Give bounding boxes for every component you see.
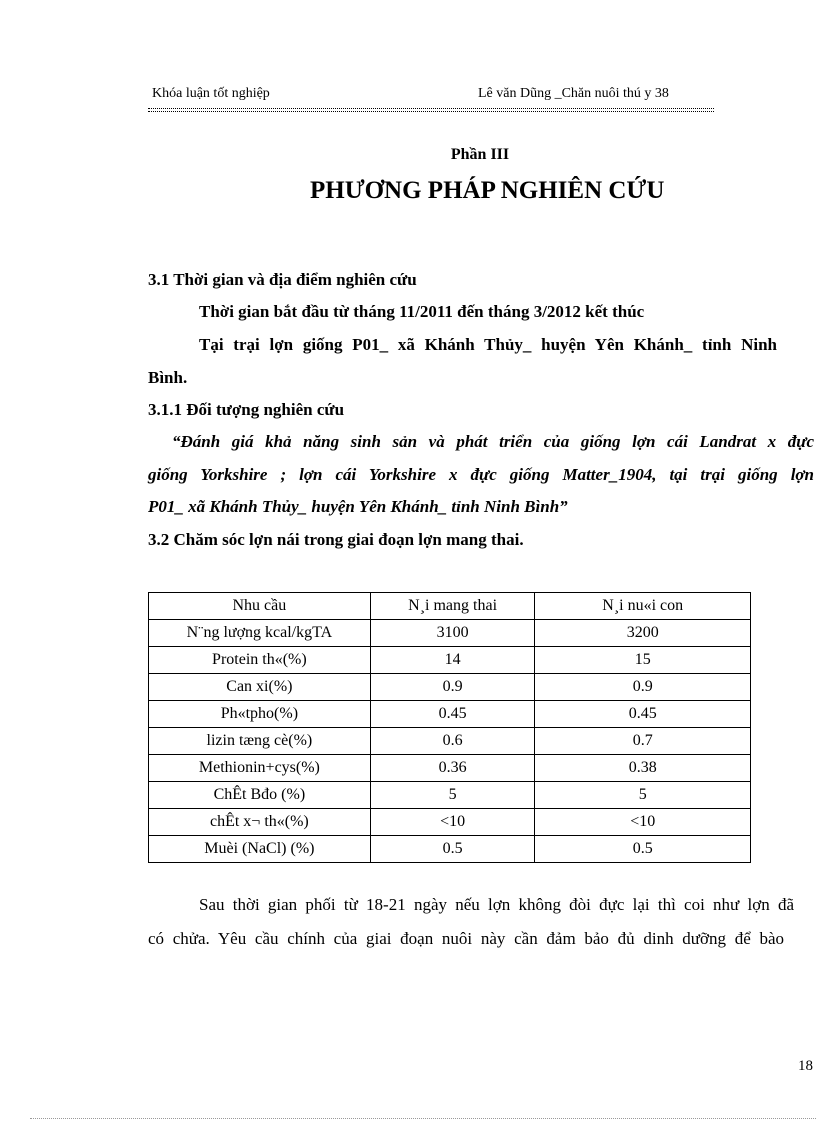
table-cell: Methionin+cys(%) <box>149 755 371 782</box>
part-title: PHƯƠNG PHÁP NGHIÊN CỨU <box>310 177 665 204</box>
table-row <box>149 701 751 728</box>
table-cell: Muèi (NaCl) (%) <box>149 836 371 863</box>
table-cell: 0.9 <box>535 674 751 701</box>
table-cell: 0.6 <box>370 728 535 755</box>
table-cell: <10 <box>370 809 535 836</box>
table-cell: 15 <box>535 647 751 674</box>
footer-divider <box>30 1118 816 1119</box>
part-label: Phần III <box>450 146 510 163</box>
table-cell: 0.45 <box>370 701 535 728</box>
header-divider <box>148 108 714 109</box>
table-cell: <10 <box>535 809 751 836</box>
header-left-text: Khóa luận tốt nghiệp <box>152 86 270 101</box>
table-row <box>149 782 751 809</box>
table-header-cell: N¸i nu«i con <box>535 593 751 620</box>
table-cell: 0.9 <box>370 674 535 701</box>
table-row <box>149 809 751 836</box>
table-cell: 0.5 <box>535 836 751 863</box>
table-cell: Protein th«(%) <box>149 647 371 674</box>
place-line-2: Bình. <box>148 368 188 387</box>
table-cell: 0.38 <box>535 755 751 782</box>
table-cell: 14 <box>370 647 535 674</box>
table-header-cell: Nhu cầu <box>149 593 371 620</box>
section-3-1-heading: 3.1 Thời gian và địa điểm nghiên cứu <box>148 270 417 289</box>
section-3-1-1-heading: 3.1.1 Đối tượng nghiên cứu <box>148 400 345 419</box>
table-cell: Ph«tpho(%) <box>149 701 371 728</box>
table-cell: Can xi(%) <box>149 674 371 701</box>
table-row <box>149 620 751 647</box>
table-header-row <box>149 593 751 620</box>
table-cell: N¨ng lượng kcal/kgTA <box>149 620 371 647</box>
table-row <box>149 647 751 674</box>
table-header-cell: N¸i mang thai <box>370 593 535 620</box>
table-cell: 5 <box>370 782 535 809</box>
table-cell: 0.7 <box>535 728 751 755</box>
table-cell: 0.45 <box>535 701 751 728</box>
header-right-text: Lê văn Dũng _Chăn nuôi thú y 38 <box>478 86 669 101</box>
quote-line-3: P01_ xã Khánh Thủy_ huyện Yên Khánh_ tỉnh Ninh Bình” <box>148 497 568 516</box>
table-cell: 3200 <box>535 620 751 647</box>
table-cell: ChÊt Bđo (%) <box>149 782 371 809</box>
table-cell: 3100 <box>370 620 535 647</box>
table-cell: 0.5 <box>370 836 535 863</box>
table-row <box>149 674 751 701</box>
table-row <box>149 728 751 755</box>
quote-line-2: giống Yorkshire ; lợn cái Yorkshire x đực giống Matter_1904, tại trại giống lợn <box>148 465 814 484</box>
page-number: 18 <box>798 1058 813 1074</box>
quote-line-1: “Đánh giá khả năng sinh sản và phát triển của giống lợn cái Landrat x đực <box>172 432 814 451</box>
time-line: Thời gian bắt đầu từ tháng 11/2011 đến tháng 3/2012 kết thúc <box>199 302 645 321</box>
header-divider-secondary <box>148 111 714 112</box>
nutrition-requirements-table <box>148 592 751 863</box>
paragraph-line-2: có chửa. Yêu cầu chính của giai đoạn nuôi này cần đảm bảo đủ dinh dưỡng để bào <box>148 929 784 948</box>
table-cell: chÊt x¬ th«(%) <box>149 809 371 836</box>
place-line-1: Tại trại lợn giống P01_ xã Khánh Thủy_ huyện Yên Khánh_ tỉnh Ninh <box>199 335 777 354</box>
table-row <box>149 755 751 782</box>
paragraph-line-1: Sau thời gian phối từ 18-21 ngày nếu lợn không đòi đực lại thì coi như lợn đã <box>199 895 794 914</box>
table-row <box>149 836 751 863</box>
table-cell: lizin tæng cè(%) <box>149 728 371 755</box>
table-cell: 0.36 <box>370 755 535 782</box>
table-cell: 5 <box>535 782 751 809</box>
section-3-2-heading: 3.2 Chăm sóc lợn nái trong giai đoạn lợn mang thai. <box>148 530 524 549</box>
